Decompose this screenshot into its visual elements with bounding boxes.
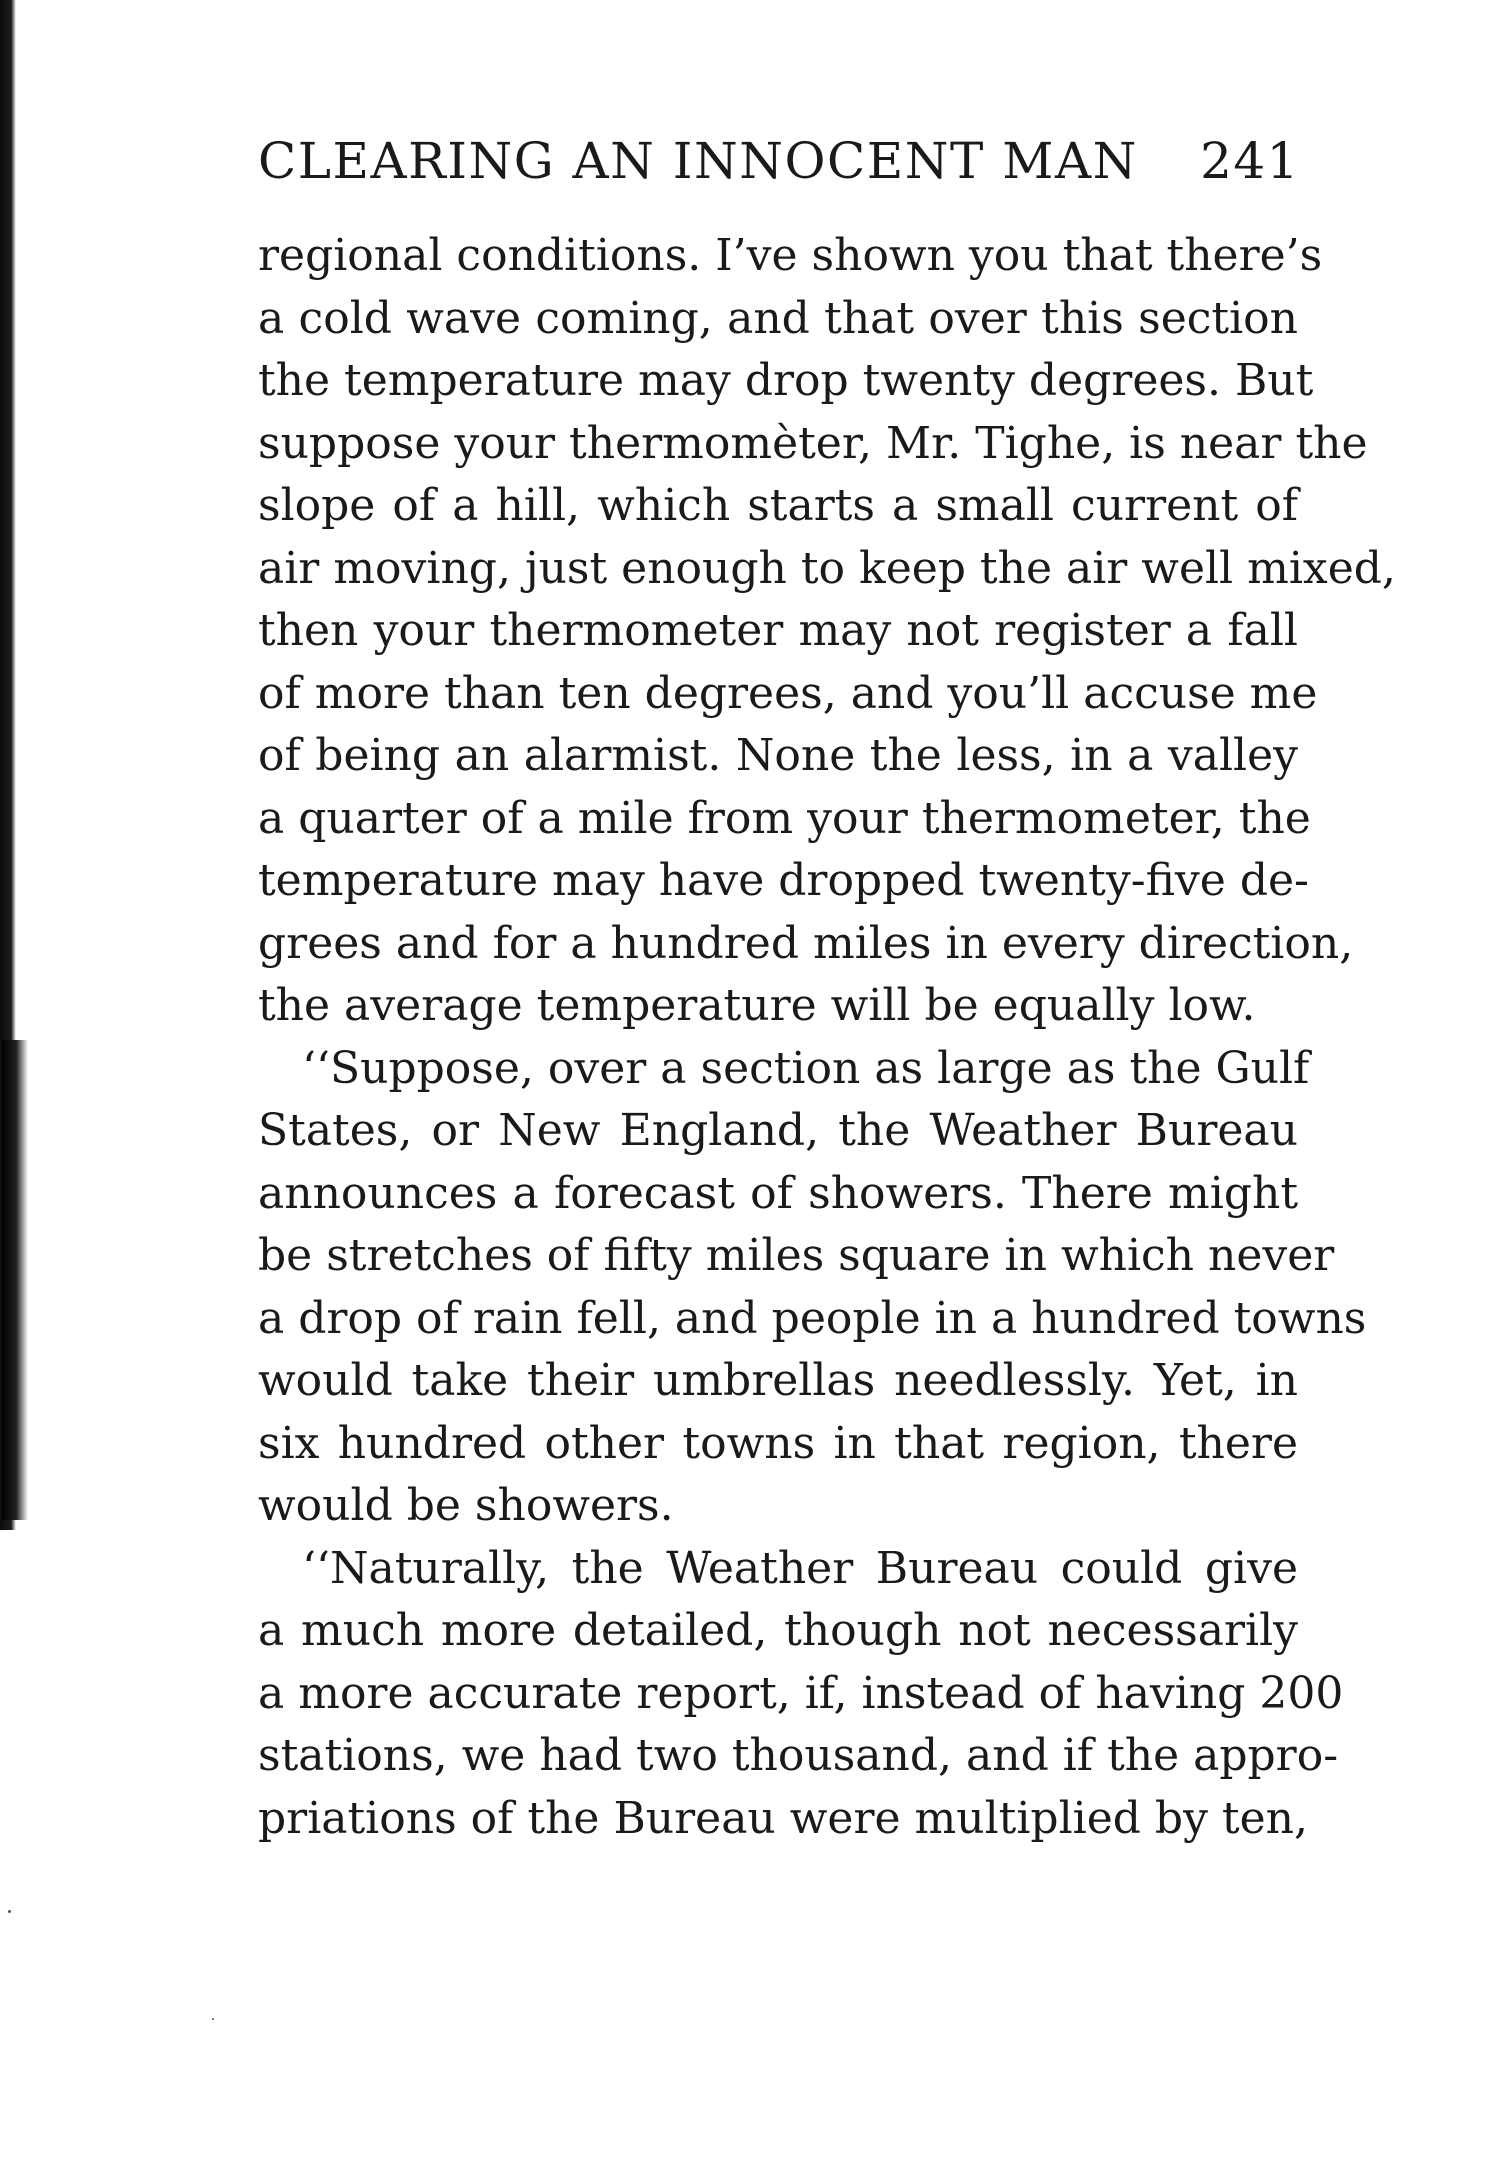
text-line: temperature may have dropped twenty-five de- — [258, 855, 1309, 906]
text-line: would take their umbrellas needlessly. Yet, in — [258, 1355, 1298, 1406]
text-line: a drop of rain fell, and people in a hundred towns — [258, 1292, 1367, 1344]
text-line: slope of a hill, which starts a small current of — [258, 480, 1298, 531]
binding-edge-shadow-lower — [2, 1040, 28, 1520]
text-line: the temperature may drop twenty degrees. But — [258, 355, 1314, 406]
scan-speck — [212, 2018, 214, 2020]
text-line: air moving, just enough to keep the air well mixed, — [258, 542, 1396, 594]
text-line: regional conditions. I’ve shown you that there’s — [258, 230, 1323, 281]
text-line: would be showers. — [258, 1480, 674, 1531]
text-line: priations of the Bureau were multiplied by ten, — [258, 1792, 1308, 1844]
text-line: announces a forecast of showers. There might — [258, 1167, 1298, 1219]
text-line: stations, we had two thousand, and if the appro- — [258, 1730, 1339, 1781]
text-line: grees and for a hundred miles in every direction, — [258, 917, 1354, 969]
scan-speck — [8, 1910, 11, 1913]
text-line: of more than ten degrees, and you’ll accuse me — [258, 667, 1318, 719]
text-line: ‘‘Suppose, over a section as large as the Gulf — [302, 1042, 1310, 1094]
text-line: of being an alarmist. None the less, in a valley — [258, 730, 1298, 781]
text-line: six hundred other towns in that region, there — [258, 1417, 1298, 1469]
running-title: CLEARING AN INNOCENT MAN — [258, 132, 1138, 190]
text-line: suppose your thermomèter, Mr. Tighe, is near the — [258, 417, 1368, 469]
page-header — [258, 128, 1300, 194]
text-line: a quarter of a mile from your thermometer, the — [258, 792, 1311, 844]
page-number: 241 — [1200, 132, 1300, 190]
text-line: States, or New England, the Weather Bureau — [258, 1105, 1298, 1156]
body-text — [258, 225, 1396, 1850]
text-line: a much more detailed, though not necessarily — [258, 1605, 1298, 1656]
text-line: a cold wave coming, and that over this section — [258, 292, 1298, 344]
text-line: ‘‘Naturally, the Weather Bureau could give — [302, 1542, 1298, 1594]
text-line: then your thermometer may not register a fall — [258, 605, 1298, 656]
text-line: the average temperature will be equally low. — [258, 980, 1256, 1031]
text-line: a more accurate report, if, instead of having 200 — [258, 1667, 1344, 1719]
text-line: be stretches of fifty miles square in which never — [258, 1230, 1335, 1281]
